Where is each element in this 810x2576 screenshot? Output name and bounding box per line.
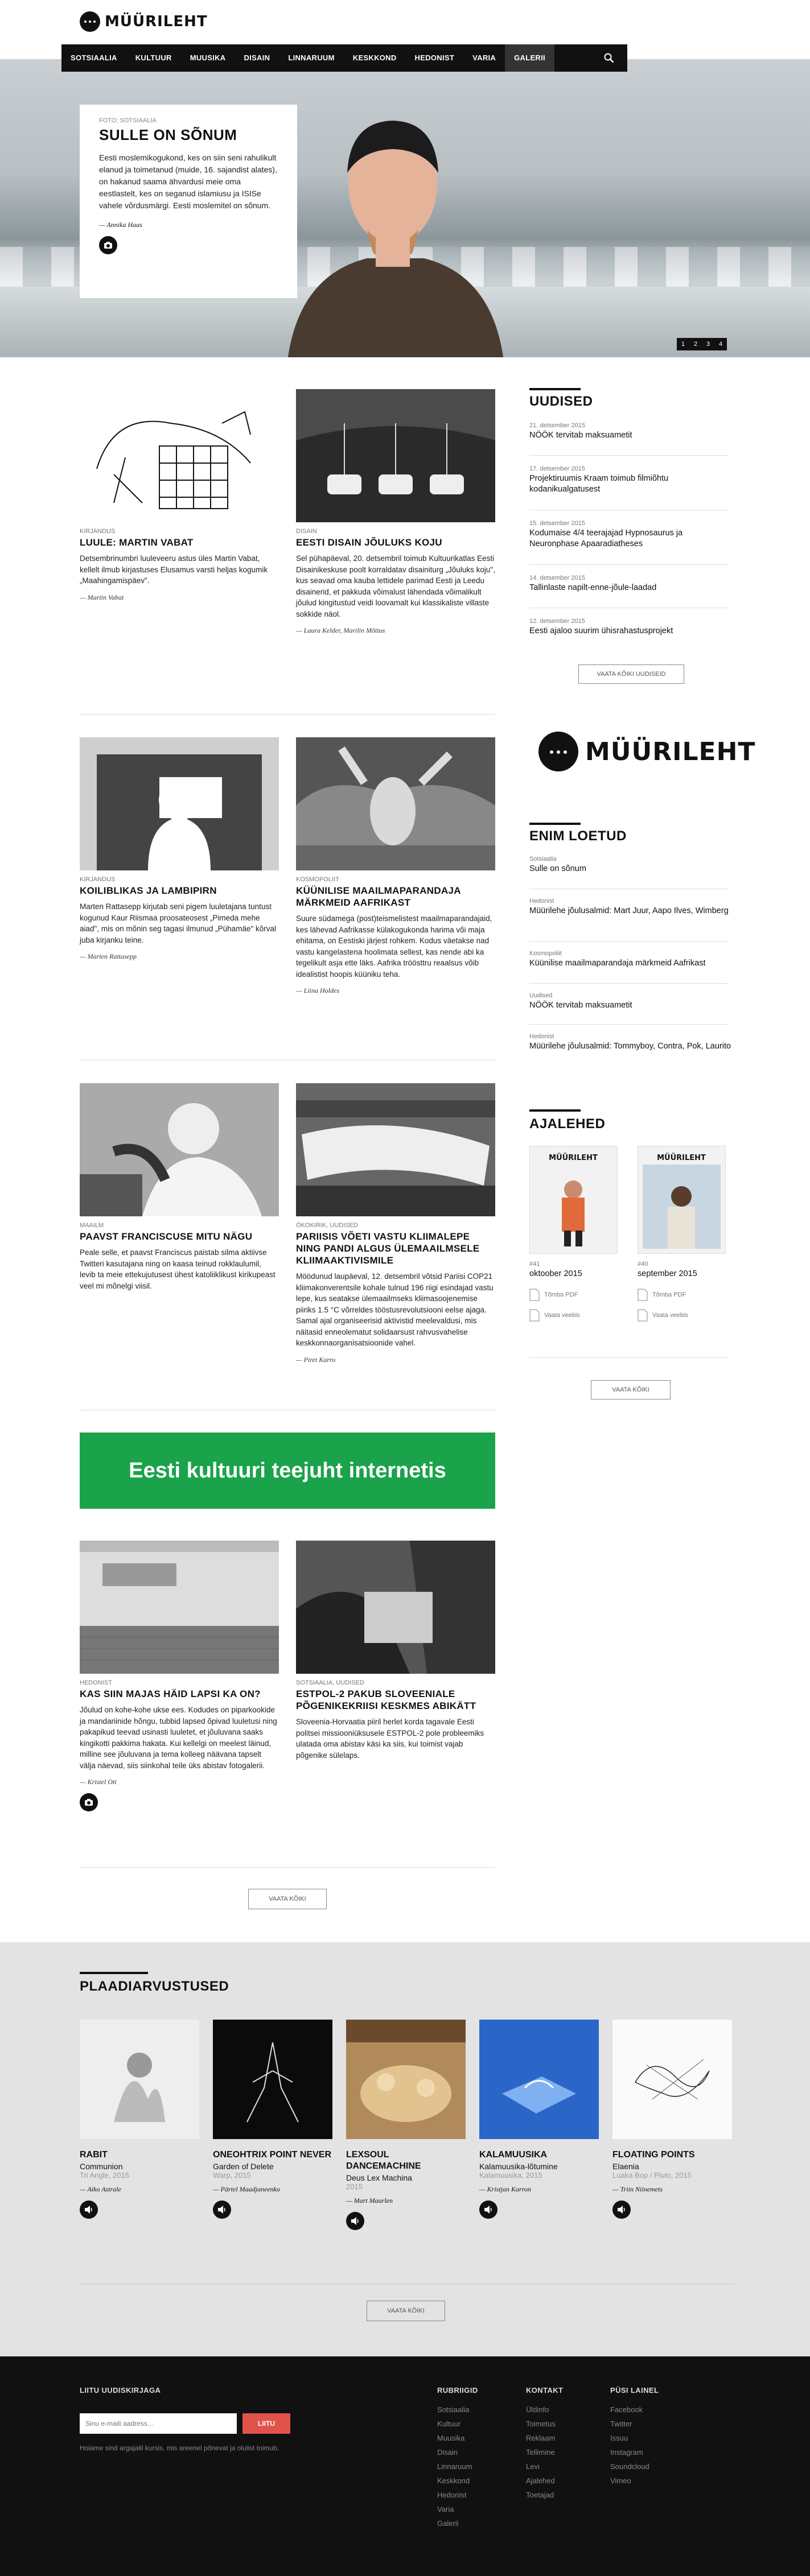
article-title[interactable]: LUULE: MARTIN VABAT (80, 537, 194, 548)
album-author: — Aiko Astrale (80, 2185, 121, 2193)
pager-dot[interactable]: 3 (702, 338, 714, 350)
footer-link[interactable]: Varia (437, 2505, 454, 2513)
article-excerpt: Sloveenia-Horvaatia piiril herlet korda tagavale Eesti politsei missiooniüksusele ESTPOL-2 pole probleemiks ulatada oma abistav käsi ka siis, kui toimist vajab põgenike sülelaps. (296, 1718, 484, 1760)
paper-web-label: Vaata veebis (544, 1312, 580, 1319)
pager-dot[interactable]: 1 (677, 338, 689, 350)
news-date: 21. detsember 2015 (529, 422, 585, 429)
footer-link[interactable]: Issuu (610, 2434, 628, 2442)
popular-category: Sotsiaalia (529, 856, 557, 862)
footer-link[interactable]: Twitter (610, 2420, 632, 2428)
footer-link[interactable]: Muusika (437, 2434, 465, 2442)
news-item[interactable] (529, 465, 732, 495)
album-label: Kalamuusika, 2015 (479, 2171, 542, 2179)
popular-category: Kosmopoliit (529, 950, 562, 957)
divider (80, 1867, 495, 1868)
popular-title[interactable]: Küünilise maailmaparandaja märkmeid Aafrikast (529, 959, 706, 968)
album-label: Warp, 2015 (213, 2171, 251, 2179)
paper-web-link[interactable] (529, 1309, 626, 1322)
footer-link[interactable]: Facebook (610, 2405, 643, 2414)
article-author: — Piret Karro (296, 1355, 336, 1364)
footer-link[interactable]: Levi (526, 2462, 540, 2471)
view-all-papers-button[interactable]: VAATA KÕIKI (591, 1380, 671, 1400)
article-title[interactable]: KOILIBLIKAS JA LAMBIPIRN (80, 885, 217, 896)
popular-title[interactable]: Müürilehe jõulusalmid: Mart Juur, Aapo Ilves, Wimberg (529, 906, 729, 915)
speaker-icon[interactable] (346, 2212, 364, 2230)
popular-item[interactable] (529, 950, 732, 969)
article-category[interactable]: KIRJANDUS (80, 876, 116, 883)
footer-link[interactable]: Toimetus (526, 2420, 556, 2428)
paper-pdf-link[interactable] (638, 1289, 734, 1301)
news-item[interactable] (529, 520, 732, 550)
newsletter-email-input[interactable] (80, 2413, 237, 2434)
hero-slider[interactable] (0, 59, 810, 357)
view-all-articles-button[interactable]: VAATA KÕIKI (248, 1889, 327, 1909)
album-author: — Mart Maarlen (346, 2197, 393, 2205)
hero-pager[interactable] (677, 338, 727, 350)
article-excerpt: Jõulud on kohe-kohe ukse ees. Kodudes on piparkookide ja mandariinide hõngu, tubbid lapsed õpivad luuletusi ning pakapikud teevad usinasti luuletet, et jõuluvana saaks kingikotti pakkima hakata. Kui kellelgi on meelest läinud, milline see jõuluvana ja tema kolleeg näävana tapselt välja näevad, siis siinkohal teile üks abistav fotogalerii. (80, 1706, 277, 1770)
speaker-icon[interactable] (213, 2201, 231, 2219)
paper-cover[interactable] (529, 1146, 618, 1254)
article-image[interactable] (80, 737, 279, 870)
paper-month[interactable]: september 2015 (638, 1269, 697, 1278)
article-category[interactable]: HEDONIST (80, 1679, 112, 1686)
footer-col-rubriigid (437, 2386, 478, 2530)
news-heading: UUDISED (529, 394, 593, 409)
divider (529, 1357, 729, 1358)
footer-col-social (610, 2386, 659, 2488)
paper-item[interactable] (529, 1146, 626, 1322)
footer-col-heading: RUBRIIGID (437, 2386, 478, 2395)
news-date: 12. detsember 2015 (529, 618, 585, 625)
article-card[interactable] (296, 737, 495, 995)
article-excerpt: Suure südamega (post)teismelistest maailmaparandajaid, kes lähevad Aafrikasse külakogukonda harima või maja ehitama, on Eestiski järjest rohkem. Kodus väetakse nad vastu kangelastena hoolimata sellest, kas nende abi ka tegelikult asja ette läks. Aafrika tröösttru reaalsus võib idealistist hoopis küüniku teha. (296, 914, 492, 979)
footer-link[interactable]: Hedonist (437, 2491, 467, 2499)
site-footer (0, 2356, 810, 2576)
article-excerpt: Peale selle, et paavst Franciscus paistab silma aktiivse Twitteri kasutajana ning on kaasa teinud rokklaulumil, levib ta meie ettekujutusest ühest katoliiklikust kirikupeast veel mi mõnelgi viisil. (80, 1248, 276, 1290)
footer-link[interactable]: Sotsiaalia (437, 2405, 470, 2414)
hero-excerpt: Eesti moslemikogukond, kes on siin seni rahulikult elanud ja toimetanud (muide, 16. sajandist alates), on hakanud saama ähvardusi meie oma eestlastelt, kes on seganud islamiusu ja ISISe vahele võrdusmärgi. Eesti moslemitel on sõnum. (99, 153, 277, 210)
album-author: — Pärtel Maadjaneenko (213, 2185, 280, 2193)
news-title[interactable]: NÖÖK tervitab maksuametit (529, 431, 632, 440)
article-category[interactable]: DISAIN (296, 528, 317, 535)
popular-item[interactable] (529, 856, 732, 874)
article-category[interactable]: KIRJANDUS (80, 528, 116, 535)
paper-item[interactable] (638, 1146, 734, 1322)
popular-title[interactable]: Müürilehe jõulusalmid: Tommyboy, Contra, Pok, Laurito (529, 1042, 731, 1051)
pdf-icon (638, 1289, 648, 1301)
papers-heading: AJALEHED (529, 1116, 606, 1132)
newsletter-heading: LIITU UUDISKIRJAGA (80, 2386, 161, 2395)
article-title[interactable]: EESTI DISAIN JÕULUKS KOJU (296, 537, 442, 548)
nav-item-linnaruum[interactable]: LINNARUUM (288, 53, 335, 62)
footer-link[interactable]: Üldinfo (526, 2405, 549, 2414)
search-icon[interactable] (591, 44, 627, 72)
divider (80, 714, 495, 715)
news-title[interactable]: Projektiruumis Kraam toimub filmiõhtu kodanikualgatusest (529, 474, 669, 494)
paper-pdf-label: Tõmba PDF (544, 1291, 578, 1298)
camera-icon[interactable] (80, 1793, 98, 1811)
album-label: Luaka Bop / Pluto, 2015 (612, 2171, 692, 2179)
divider (529, 941, 729, 942)
footer-link[interactable]: Tellimine (526, 2448, 555, 2457)
news-title[interactable]: Eesti ajaloo suurim ühisrahastusprojekt (529, 626, 673, 635)
nav-item-varia[interactable]: VARIA (472, 53, 496, 62)
article-title[interactable]: KAS SIIN MAJAS HÄID LAPSI KA ON? (80, 1689, 261, 1699)
popular-title[interactable]: Sulle on sõnum (529, 864, 586, 873)
article-author: — Kristel Ott (80, 1778, 117, 1786)
article-image[interactable] (80, 1541, 279, 1674)
paper-cover[interactable] (638, 1146, 726, 1254)
album-author: — Triin Niinemets (612, 2185, 663, 2193)
popular-heading: ENIM LOETUD (529, 828, 627, 844)
article-card[interactable] (80, 389, 279, 602)
newsletter-join-button[interactable]: LIITU (242, 2413, 290, 2434)
divider (529, 1024, 729, 1025)
paper-web-link[interactable] (638, 1309, 734, 1322)
popular-category: Hedonist (529, 1033, 554, 1040)
article-author: — Marten Rattasepp (80, 952, 137, 960)
article-image[interactable] (80, 1083, 279, 1216)
logo-text: MÜÜRILEHT (105, 13, 208, 30)
paper-month[interactable]: oktoober 2015 (529, 1269, 582, 1278)
divider (529, 564, 729, 565)
hero-title[interactable]: SULLE ON SÕNUM (99, 126, 237, 143)
article-card[interactable] (80, 1083, 279, 1291)
article-category[interactable]: SOTSIAALIA, UUDISED (296, 1679, 364, 1686)
popular-item[interactable] (529, 1033, 732, 1052)
news-title[interactable]: Tallinlaste napilt-enne-jõule-laadad (529, 583, 657, 592)
document-icon (529, 1309, 540, 1322)
footer-link[interactable]: Keskkond (437, 2476, 470, 2485)
paper-pdf-link[interactable] (529, 1289, 626, 1301)
article-card[interactable] (80, 737, 279, 961)
album-title: Garden of Delete (213, 2162, 274, 2171)
article-card[interactable] (296, 1541, 495, 1761)
popular-title[interactable]: NÖÖK tervitab maksuametit (529, 1001, 632, 1010)
album-title: Communion (80, 2162, 123, 2171)
footer-link[interactable]: Kultuur (437, 2420, 461, 2428)
album-card[interactable] (346, 2020, 466, 2230)
article-excerpt: Sel pühapäeval, 20. detsembril toimub Kultuurikatlas Eesti Disainikeskuse poolt korraldatav disainiturg „Jõuluks koju", kus seavad oma kauba lettidele parimad Eesti ja Leedu disainerid, et pakkuda võimalust lähendada võimalikult jõulud kingitustud veidi loovamalt kui klassikaliste villaste sokkide näol. (296, 554, 495, 618)
section-bar (529, 388, 581, 390)
footer-link[interactable]: Galerii (437, 2519, 459, 2528)
footer-link[interactable]: Linnaruum (437, 2462, 472, 2471)
article-author: — Liina Holdes (296, 986, 340, 994)
article-title[interactable]: PARIISIS VÕETI VASTU KLIIMALEPE NING PANDI ALGUS ÜLEMAAILMSELE KLIIMAAKTIVISMILE (296, 1231, 480, 1266)
document-icon (638, 1309, 648, 1322)
site-logo[interactable] (80, 11, 208, 32)
album-card[interactable] (213, 2020, 332, 2219)
article-excerpt: Marten Rattasepp kirjutab seni pigem luuletajana tuntust kogunud Kaur Riismaa proosateosest „Pimeda mehe aiad", mis on mõnin seg tagasi ilmunud „Pühamäe" kõrval juba kirjanku teine. (80, 902, 277, 944)
footer-link[interactable]: Vimeo (610, 2476, 631, 2485)
album-card[interactable] (612, 2020, 732, 2219)
section-bar (80, 1972, 148, 1974)
album-artist[interactable]: FLOATING POINTS (612, 2150, 695, 2160)
paper-web-label: Vaata veebis (652, 1312, 688, 1319)
popular-category: Uudised (529, 992, 553, 999)
article-author: — Martin Vabat (80, 593, 124, 601)
album-cover[interactable] (479, 2020, 599, 2139)
pager-dot[interactable]: 2 (689, 338, 702, 350)
album-artist[interactable]: KALAMUUSIKA (479, 2150, 548, 2160)
article-image[interactable] (296, 737, 495, 870)
article-author: — Laura Kelder, Marilin Mõttus (296, 626, 385, 634)
article-card[interactable] (296, 389, 495, 635)
news-date: 17. detsember 2015 (529, 465, 585, 472)
paper-issue: #41 (529, 1261, 540, 1268)
article-category[interactable]: MAAILM (80, 1222, 104, 1229)
nav-item-keskkond[interactable]: KESKKOND (352, 53, 397, 62)
article-category[interactable]: KOSMOPOLIIT (296, 876, 339, 883)
hero-category[interactable]: FOTO: SOTSIAALIA (99, 117, 157, 124)
footer-col-heading: PÜSI LAINEL (610, 2386, 659, 2395)
camera-icon[interactable] (99, 236, 117, 254)
article-image[interactable] (296, 1541, 495, 1674)
paper-cover-logo: MÜÜRILEHT (657, 1154, 706, 1162)
paper-cover-logo: MÜÜRILEHT (549, 1154, 598, 1162)
promo-banner[interactable]: Eesti kultuuri teejuht internetis (80, 1433, 495, 1509)
footer-link[interactable]: Toetajad (526, 2491, 554, 2499)
nav-item-disain[interactable]: DISAIN (244, 53, 270, 62)
album-artist[interactable]: RABIT (80, 2150, 108, 2160)
view-all-news-button[interactable]: VAATA KÕIKI UUDISEID (578, 664, 684, 684)
view-all-albums-button[interactable]: VAATA KÕIKI (367, 2301, 445, 2321)
section-bar (529, 823, 581, 825)
album-card[interactable] (80, 2020, 199, 2219)
album-cover[interactable] (346, 2020, 466, 2139)
sidebar-logo[interactable] (538, 732, 755, 771)
album-artist[interactable]: LEXSOUL DANCEMACHINE (346, 2150, 421, 2171)
album-title: Kalamuusika-lõtumine (479, 2162, 558, 2171)
album-artist[interactable]: ONEOHTRIX POINT NEVER (213, 2150, 332, 2160)
sidebar-logo-text: MÜÜRILEHT (585, 737, 756, 766)
article-image[interactable] (80, 389, 279, 522)
news-date: 15. detsember 2015 (529, 520, 585, 527)
main-nav (61, 44, 627, 72)
speaker-icon[interactable] (612, 2201, 631, 2219)
footer-link[interactable]: Reklaam (526, 2434, 556, 2442)
album-reviews-section (0, 1942, 810, 2356)
footer-col-heading: KONTAKT (526, 2386, 564, 2395)
news-item[interactable] (529, 575, 732, 593)
news-date: 14. detsember 2015 (529, 575, 585, 581)
article-title[interactable]: ESTPOL-2 PAKUB SLOVEENIALE PÕGENIKEKRIISI KESKMES ABIKÄTT (296, 1689, 476, 1711)
news-title[interactable]: Kodumaise 4/4 teerajajad Hypnosaurus ja Neuronphase Apaaradiatheses (529, 529, 683, 548)
footer-link[interactable]: Soundcloud (610, 2462, 649, 2471)
footer-col-kontakt (526, 2386, 563, 2502)
popular-item[interactable] (529, 898, 732, 917)
article-category[interactable]: ÖKOKIRIK, UUDISED (296, 1222, 358, 1229)
album-label: Tri Angle, 2015 (80, 2171, 129, 2179)
pdf-icon (529, 1289, 540, 1301)
news-item[interactable] (529, 618, 732, 637)
album-cover[interactable] (213, 2020, 332, 2139)
albums-heading: PLAADIARVUSTUSED (80, 1979, 229, 1994)
article-excerpt: Detsembrinumbri luuleveeru astus üles Martin Vabat, kellelt ilmub kirjastuses Elusamus varsti heljas kogumik „Maahingamispäev". (80, 554, 268, 585)
article-image[interactable] (296, 1083, 495, 1216)
article-excerpt: Möödunud laupäeval, 12. detsembril võtsid Pariisi COP21 kliimakonverentsile kohale tulnud 196 riigi esindajad vastu lepe, kus seatakse ülemaailmseks kliimasoojenemise piiriks 1.5 °C võrreldes tööstusrevolutsiooni eelse ajaga. Samal ajal organiseerisid aktivistid meelevaldusi, mis näitasid enneolematut solidaarsust rahvusvahelise keskkonnaorganisatsioonide vahel. (296, 1272, 494, 1347)
article-card[interactable] (296, 1083, 495, 1364)
nav-item-kultuur[interactable]: KULTUUR (135, 53, 172, 62)
paper-pdf-label: Tõmba PDF (652, 1291, 686, 1298)
news-item[interactable] (529, 422, 732, 441)
footer-link[interactable]: Ajalehed (526, 2476, 555, 2485)
album-cover[interactable] (612, 2020, 732, 2139)
footer-link[interactable]: Disain (437, 2448, 458, 2457)
pager-dot[interactable]: 4 (714, 338, 727, 350)
album-title: Elaenia (612, 2162, 639, 2171)
article-title[interactable]: KÜÜNILISE MAAILMAPARANDAJA MÄRKMEID AAFRIKAST (296, 885, 461, 908)
newsletter-note: Hoiame sind argajalil kursis, mis areenel põnevat ja olulist toimub. (80, 2444, 279, 2452)
speaker-icon[interactable] (479, 2201, 497, 2219)
nav-item-galerii[interactable]: GALERII (505, 44, 554, 72)
album-author: — Kristjan Karron (479, 2185, 531, 2193)
article-card[interactable] (80, 1541, 279, 1811)
album-cover[interactable] (80, 2020, 199, 2139)
logo-mark-icon (538, 732, 578, 771)
nav-item-muusika[interactable]: MUUSIKA (190, 53, 226, 62)
popular-category: Hedonist (529, 898, 554, 905)
article-image[interactable] (296, 389, 495, 522)
album-card[interactable] (479, 2020, 599, 2219)
paper-issue: #40 (638, 1261, 648, 1268)
hero-card[interactable] (80, 105, 297, 298)
divider (529, 983, 729, 984)
footer-link[interactable]: Instagram (610, 2448, 643, 2457)
logo-mark-icon (80, 11, 100, 32)
hero-author: — Annika Haas (99, 221, 142, 229)
section-bar (529, 1109, 581, 1112)
divider (529, 455, 729, 456)
speaker-icon[interactable] (80, 2201, 98, 2219)
nav-item-sotsiaalia[interactable]: SOTSIAALIA (71, 53, 117, 62)
popular-item[interactable] (529, 992, 732, 1011)
nav-item-hedonist[interactable]: HEDONIST (414, 53, 455, 62)
album-title: Deus Lex Machina (346, 2173, 412, 2182)
album-label: 2015 (346, 2182, 363, 2191)
article-title[interactable]: PAAVST FRANCISCUSE MITU NÄGU (80, 1231, 253, 1242)
